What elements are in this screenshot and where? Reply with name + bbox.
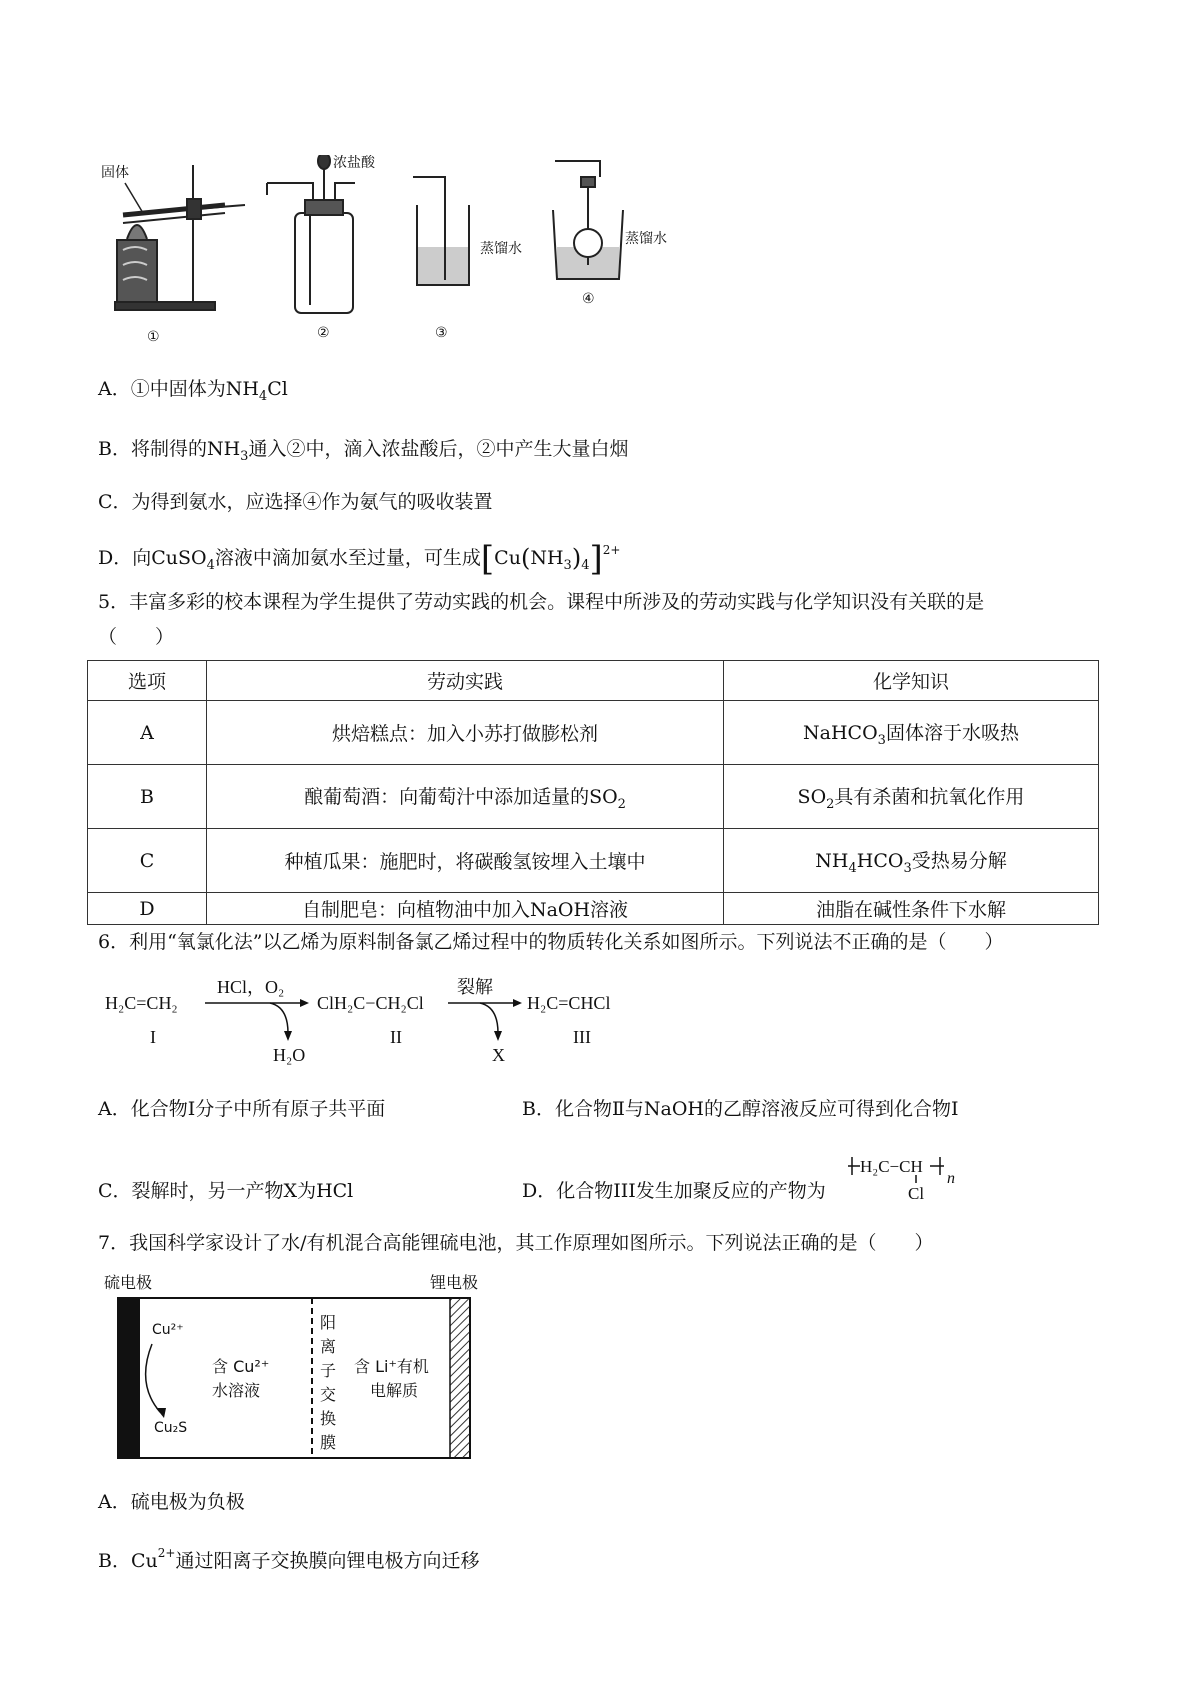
number-2: ② xyxy=(317,325,330,341)
arrow-1-reagents: HCl，O₂ xyxy=(217,977,285,997)
cu-ion: Cu²⁺ xyxy=(152,1322,184,1338)
byproduct-1: H₂O xyxy=(273,1045,306,1065)
label-2: II xyxy=(390,1027,402,1047)
compound-2: ClH₂C−CH₂Cl xyxy=(317,993,424,1013)
label-conc-hcl: 浓盐酸 xyxy=(333,155,375,171)
label-1: I xyxy=(150,1027,156,1047)
membrane-char: 离 xyxy=(320,1337,337,1356)
membrane-char: 阳 xyxy=(320,1313,337,1332)
table-row: A 烘焙糕点：加入小苏打做膨松剂 NaHCO$_3$固体溶于水吸热 xyxy=(88,701,1099,765)
q6-reaction-scheme xyxy=(95,975,695,1065)
apparatus-figure xyxy=(95,155,755,345)
header-knowledge: 化学知识 xyxy=(724,661,1099,701)
q4-option-d: D．向CuSO$_4$溶液中滴加氨水至过量，可生成$[Cu(NH_3)_4]^{2+}$ xyxy=(98,539,621,579)
apparatus-3 xyxy=(413,177,469,285)
membrane-char: 换 xyxy=(320,1409,337,1428)
header-practice: 劳动实践 xyxy=(207,661,724,701)
lithium-electrode xyxy=(450,1298,470,1458)
sulfur-electrode xyxy=(118,1298,140,1458)
number-4: ④ xyxy=(582,291,595,307)
cu2s: Cu₂S xyxy=(154,1420,188,1436)
table-row: D 自制肥皂：向植物油中加入NaOH溶液 油脂在碱性条件下水解 xyxy=(88,893,1099,925)
label-sulfur-electrode: 硫电极 xyxy=(104,1273,153,1292)
apparatus-4 xyxy=(553,161,623,279)
left-solution-line2: 水溶液 xyxy=(212,1381,261,1400)
table-row: C 种植瓜果：施肥时，将碳酸氢铵埋入土壤中 $NH_4HCO_3$受热易分解 xyxy=(88,829,1099,893)
battery-diagram xyxy=(100,1268,500,1468)
compound-3: H₂C=CHCl xyxy=(527,993,611,1013)
polymer-cl: Cl xyxy=(908,1184,925,1203)
q6-option-a: A．化合物Ⅰ分子中所有原子共平面 xyxy=(98,1098,386,1120)
q4-option-c: C．为得到氨水，应选择④作为氨气的吸收装置 xyxy=(98,491,493,513)
right-solution-line2: 电解质 xyxy=(370,1381,419,1400)
q7-option-a: A．硫电极为负极 xyxy=(98,1491,245,1513)
membrane-char: 子 xyxy=(320,1361,337,1380)
polymer-n: n xyxy=(947,1170,955,1187)
label-water-3: 蒸馏水 xyxy=(480,241,522,257)
byproduct-x: X xyxy=(492,1045,505,1065)
q7-option-b: B．$Cu^{2+}$通过阳离子交换膜向锂电极方向迁移 xyxy=(98,1546,480,1572)
left-solution-line1: 含 Cu²⁺ xyxy=(212,1357,270,1376)
number-3: ③ xyxy=(435,325,448,341)
apparatus-2 xyxy=(267,155,355,313)
polymer-main-chain: H₂C−CH xyxy=(860,1157,923,1176)
compound-1: H₂C=CH₂ xyxy=(105,993,178,1013)
table-row: B 酿葡萄酒：向葡萄汁中添加适量的$SO_2$ $SO_2$具有杀菌和抗氧化作用 xyxy=(88,765,1099,829)
number-1: ① xyxy=(147,329,160,345)
q7-stem: 7．我国科学家设计了水/有机混合高能锂硫电池，其工作原理如图所示。下列说法正确的是（ ） xyxy=(98,1232,934,1254)
q5-table xyxy=(87,660,1099,925)
label-solid: 固体 xyxy=(101,165,129,181)
q6-option-d: D．化合物III发生加聚反应的产物为 xyxy=(522,1180,826,1202)
q5-answer-paren: （ ） xyxy=(98,626,175,648)
q6-option-b: B．化合物Ⅱ与NaOH的乙醇溶液反应可得到化合物Ⅰ xyxy=(522,1098,959,1120)
table-header-row xyxy=(88,661,1099,701)
label-lithium-electrode: 锂电极 xyxy=(430,1273,479,1292)
header-option: 选项 xyxy=(88,661,207,701)
membrane-char: 交 xyxy=(320,1385,337,1404)
q6-stem: 6．利用“氧氯化法”以乙烯为原料制备氯乙烯过程中的物质转化关系如图所示。下列说法不正确的是（ ） xyxy=(98,931,1004,953)
q6-option-c: C．裂解时，另一产物X为HCl xyxy=(98,1180,354,1202)
arrow-2-condition: 裂解 xyxy=(457,977,493,997)
membrane-char: 膜 xyxy=(320,1433,337,1452)
polymer-structure xyxy=(848,1145,998,1205)
q4-option-a: A．①中固体为$NH_4Cl$ xyxy=(98,378,288,404)
label-water-4: 蒸馏水 xyxy=(625,231,667,247)
right-solution-line1: 含 Li⁺有机 xyxy=(354,1357,429,1376)
q5-stem: 5．丰富多彩的校本课程为学生提供了劳动实践的机会。课程中所涉及的劳动实践与化学知识没有关联的是 xyxy=(98,591,985,613)
apparatus-1 xyxy=(115,165,245,310)
q4-option-b: B．将制得的$NH_3$通入②中，滴入浓盐酸后，②中产生大量白烟 xyxy=(98,438,629,464)
label-3: III xyxy=(573,1027,591,1047)
